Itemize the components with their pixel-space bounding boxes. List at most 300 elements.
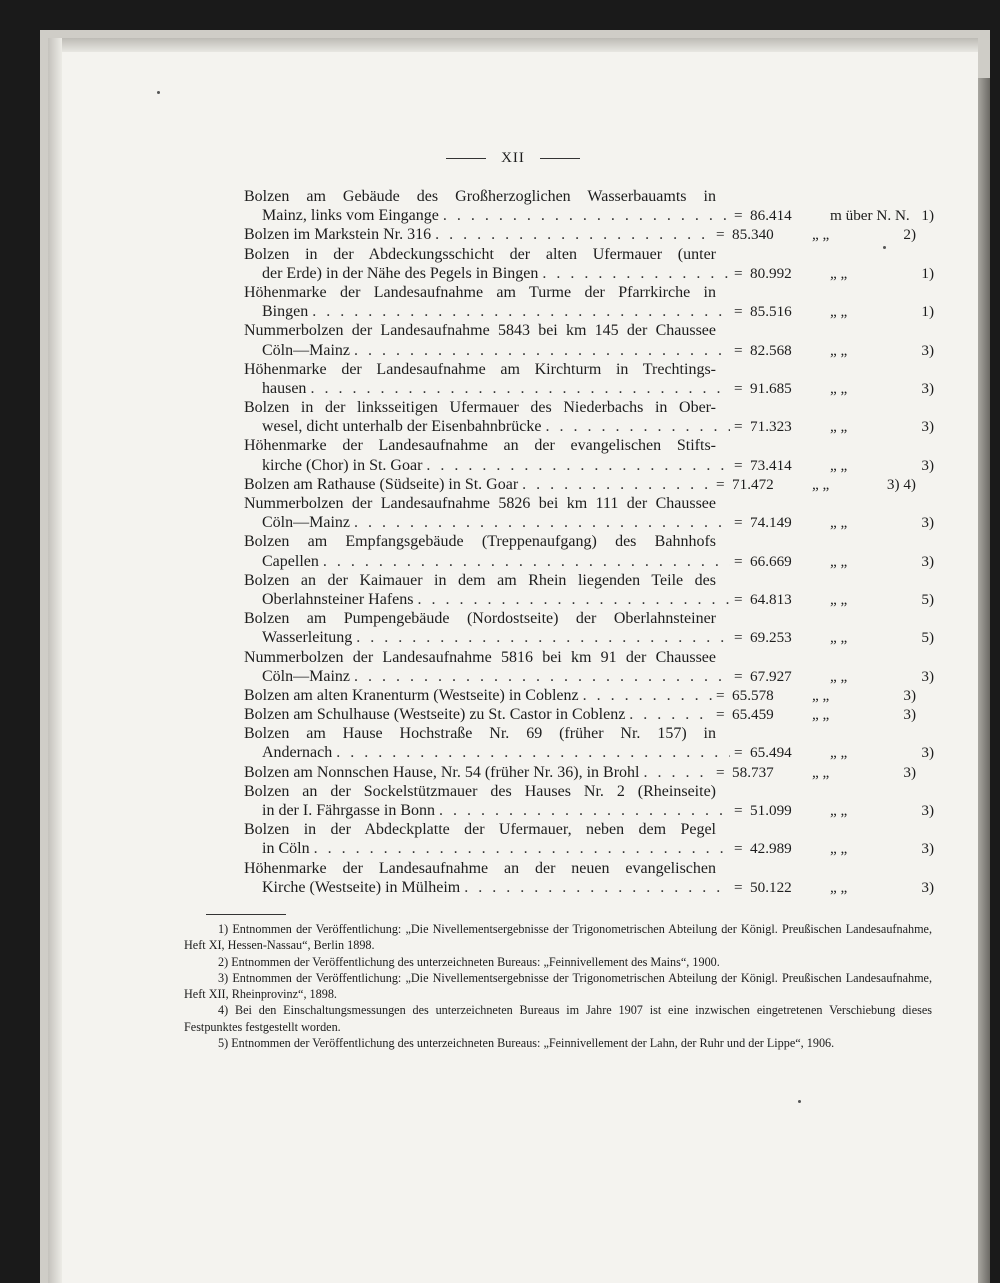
header-rule-right [540,158,580,159]
entry-text-column [244,764,716,782]
elevation-suffix [830,744,934,762]
entry-text-column [244,860,716,878]
leader-dots [418,591,731,609]
entry-line [244,399,916,418]
entry-line [244,667,934,687]
elevation-suffix [830,840,934,858]
elevation-value [734,514,934,532]
elevation-suffix [830,514,934,532]
leader-dots [323,553,730,571]
entry-description: Nummerbolzen der Landesaufnahme 5816 bei km 91 der Chaussee [244,648,716,666]
equals-sign: = [734,840,743,858]
entry-text-column [244,533,716,551]
equals-sign: = [716,686,725,704]
entry-description: Mainz, links vom Eingange [262,207,439,225]
leader-dots [545,418,730,436]
entry-description: Bolzen am Empfangsgebäude (Treppenaufgang) des Bahnhofs [244,533,716,551]
entry-text-column [244,246,716,264]
elevation-number: 74.149 [750,514,792,532]
source-note-ref: 1) [921,207,934,225]
entry-line [244,860,916,879]
elevation-value [734,303,934,321]
entry-line [244,533,916,552]
elevation-suffix [830,457,934,475]
elevation-number: 42.989 [750,840,792,858]
entry-text-column [244,514,734,532]
elevation-suffix [830,207,934,225]
entry-text-column [244,284,716,302]
elevation-suffix [812,764,916,782]
entry-line [244,783,916,802]
footnote-rule [206,914,286,915]
benchmark-entry [244,360,934,399]
unit-suffix: „ „ [830,667,848,685]
entry-description: Höhenmarke der Landesaufnahme an der evangelischen Stifts- [244,437,716,455]
benchmark-entry [244,437,934,475]
scan-speck [798,1100,801,1103]
elevation-suffix [830,553,934,571]
entry-description: Bingen [262,303,309,321]
entry-description: Bolzen am alten Kranenturm (Westseite) in Coblenz [244,686,579,704]
elevation-value [734,418,934,436]
entry-text-column [244,380,734,398]
unit-suffix: „ „ [830,303,848,321]
elevation-number: 65.459 [732,706,774,724]
source-note-ref: 3) [921,456,934,474]
entry-description: Cöln—Mainz [262,341,350,359]
entry-line [244,246,916,265]
leader-dots [336,744,730,762]
leader-dots [314,840,730,858]
elevation-suffix [830,265,934,283]
entry-line [244,764,916,783]
entry-description: Bolzen am Hause Hochstraße Nr. 69 (früher Nr. 157) in [244,725,716,743]
equals-sign: = [734,744,743,762]
unit-suffix: „ „ [830,379,848,397]
footnote [184,921,932,954]
entry-text-column [244,783,716,801]
source-note-ref: 3) [921,802,934,819]
footnote-text: Bei den Einschaltungsmessungen des unterzeichneten Bureaus im Jahre 1907 ist eine inzwischen eingetretenen Verschiebung dieses Festpunktes festgestellt worden. [184,1003,933,1034]
benchmark-entry [244,533,934,571]
entry-description: Bolzen am Rathause (Südseite) in St. Goar [244,475,519,493]
leader-dots [522,476,712,494]
elevation-suffix [830,591,934,609]
unit-suffix: „ „ [830,802,848,819]
elevation-value [716,687,916,705]
entry-line [244,437,916,456]
leader-dots [464,879,730,897]
footnote [184,954,932,970]
entry-line [244,495,916,514]
entry-line [244,821,916,840]
elevation-value [734,668,934,686]
equals-sign: = [716,706,725,724]
entry-line [244,840,934,859]
benchmark-entry [244,782,934,821]
elevation-number: 64.813 [750,590,792,608]
entry-line [244,572,916,591]
source-note-ref: 2) [903,226,916,244]
leader-dots [354,514,730,532]
benchmark-entry [244,610,934,648]
elevation-number: 82.568 [750,341,792,359]
entry-line [244,744,934,763]
elevation-number: 85.516 [750,303,792,321]
entry-line [244,725,916,744]
source-note-ref: 3) [921,379,934,397]
entry-description: Nummerbolzen der Landesaufnahme 5826 bei km 111 der Chaussee [244,495,716,512]
unit-suffix: „ „ [830,552,848,570]
elevation-suffix [830,380,934,398]
benchmark-entry [244,687,916,706]
elevation-value [734,553,934,571]
entry-description: Bolzen in der Abdeckungsschicht der alten Ufermauer (unter [244,245,716,263]
entry-description: hausen [262,379,307,397]
source-note-ref: 3) [921,341,934,359]
equals-sign: = [734,341,743,359]
footnote-mark: 2) [218,954,229,969]
equals-sign: = [734,514,743,532]
elevation-suffix [812,476,916,494]
page-right-edge [978,78,990,1283]
entry-text-column [244,668,734,686]
benchmark-entry [244,859,934,898]
source-note-ref: 1) [921,303,934,321]
leader-dots [439,802,730,820]
entry-line [244,303,934,322]
entry-text-column [244,476,716,494]
source-note-ref: 3) [921,552,934,570]
entry-line [244,629,934,648]
entry-line [244,322,916,341]
entry-text-column [244,725,716,743]
unit-suffix: „ „ [830,629,848,647]
entry-line [244,226,916,245]
entry-text-column [244,437,716,455]
benchmark-entry [244,283,934,322]
elevation-number: 85.340 [732,226,774,244]
elevation-value [734,265,934,283]
entry-text-column [244,744,734,762]
source-note-ref: 3) [903,763,916,781]
entry-text-column [244,687,716,705]
unit-suffix: „ „ [830,590,848,608]
source-note-ref: 3) [903,686,916,704]
source-note-ref: 3) [903,706,916,724]
source-note-ref: 5) [921,629,934,647]
entry-line [244,264,934,284]
leader-dots [356,629,730,647]
entry-text-column [244,322,716,340]
entry-description: Wasserleitung [262,629,353,647]
leader-dots [542,265,730,283]
unit-suffix: „ „ [830,744,848,762]
source-note-ref: 3) [921,840,934,858]
equals-sign: = [734,379,743,397]
elevation-value [734,342,934,360]
entry-description: Höhenmarke der Landesaufnahme am Turme der Pfarrkirche in [244,283,716,301]
unit-suffix: „ „ [830,878,848,896]
entry-line [244,207,934,226]
equals-sign: = [734,590,743,608]
elevation-number: 65.578 [732,686,774,704]
entry-text-column [244,591,734,609]
entry-text-column [244,207,734,225]
elevation-number: 71.323 [750,418,792,436]
footnote-text: Entnommen der Veröffentlichung des unterzeichneten Bureaus: „Feinnivellement des Mains“, 1900. [231,954,720,969]
elevation-suffix [812,687,916,705]
leader-dots [643,764,712,782]
unit-suffix: „ „ [812,706,830,724]
unit-suffix: „ „ [830,341,848,359]
unit-suffix: „ „ [812,475,830,493]
entry-text-column [244,399,716,417]
entry-description: kirche (Chor) in St. Goar [262,456,423,474]
entry-line [244,476,916,495]
entry-description: der Erde) in der Nähe des Pegels in Bingen [262,264,539,282]
equals-sign: = [716,475,725,493]
entry-line [244,341,934,361]
elevation-number: 73.414 [750,456,792,474]
elevation-number: 69.253 [750,629,792,647]
source-note-ref: 3) 4) [886,475,916,493]
entry-description: Kirche (Westseite) in Mülheim [262,878,461,896]
benchmark-entry [244,322,934,360]
benchmark-entry [244,476,916,495]
benchmark-entry [244,648,934,687]
entry-text-column [244,418,734,436]
entry-description: Nummerbolzen der Landesaufnahme 5843 bei km 145 der Chaussee [244,322,716,340]
entry-text-column [244,629,734,647]
entry-text-column [244,361,716,379]
elevation-number: 67.927 [750,667,792,685]
entry-description: Oberlahnsteiner Hafens [262,590,414,608]
source-note-ref: 3) [921,514,934,532]
source-note-ref: 3) [921,878,934,896]
entry-text-column [244,649,716,667]
leader-dots [354,342,730,360]
benchmark-entry [244,245,934,284]
equals-sign: = [734,552,743,570]
unit-suffix: „ „ [830,840,848,858]
equals-sign: = [716,763,725,781]
entry-text-column [244,495,716,513]
elevation-number: 58.737 [732,763,774,781]
elevation-number: 66.669 [750,552,792,570]
scan-speck [883,246,886,249]
source-note-ref: 5) [921,590,934,608]
scanned-page [48,38,978,1283]
equals-sign: = [734,878,743,896]
leader-dots [629,706,712,724]
unit-suffix: „ „ [812,686,830,704]
elevation-value [734,591,934,609]
footnote [184,1035,932,1051]
equals-sign: = [734,629,743,647]
entry-description: Bolzen am Nonnschen Hause, Nr. 54 (früher Nr. 36), in Brohl [244,763,640,781]
entry-line [244,361,916,380]
leader-dots [443,207,730,225]
page-number: XII [501,150,525,166]
unit-suffix: „ „ [830,456,848,474]
entry-description: Höhenmarke der Landesaufnahme am Kirchturm in Trechtings- [244,360,716,378]
benchmark-entry [244,821,934,859]
entry-text-column [244,840,734,858]
source-note-ref: 1) [921,264,934,282]
elevation-suffix [812,226,916,244]
elevation-value [734,840,934,858]
entry-text-column [244,342,734,360]
unit-suffix: „ „ [830,514,848,532]
elevation-number: 65.494 [750,744,792,762]
equals-sign: = [734,303,743,321]
scan-speck [157,91,160,94]
elevation-value [716,226,916,244]
unit-suffix: „ „ [830,418,848,436]
header-rule-left [446,158,486,159]
entry-description: Höhenmarke der Landesaufnahme an der neuen evangelischen [244,859,716,877]
benchmark-entry [244,764,916,783]
entry-description: Cöln—Mainz [262,514,350,532]
elevation-number: 86.414 [750,207,792,225]
source-note-ref: 3) [921,667,934,685]
leader-dots [426,457,730,475]
entry-description: Bolzen am Gebäude des Großherzoglichen Wasserbauamts in [244,188,716,205]
entry-text-column [244,706,716,724]
footnote [184,970,932,1003]
entry-line [244,514,934,533]
equals-sign: = [734,667,743,685]
entry-text-column [244,265,734,283]
footnotes [184,914,932,1051]
elevation-value [734,629,934,647]
elevation-value [734,744,934,762]
elevation-value [734,802,934,820]
footnote-text: Entnommen der Veröffentlichung des unterzeichneten Bureaus: „Feinnivellement der Lahn, der Ruhr und der Lippe“, 1906. [231,1036,835,1051]
entry-text-column [244,802,734,820]
footnote-mark: 3) [218,970,229,985]
elevation-number: 91.685 [750,379,792,397]
leader-dots [312,303,730,321]
equals-sign: = [734,802,743,819]
benchmark-entry [244,226,916,245]
entry-text-column [244,821,716,839]
entry-description: in Cöln [262,840,310,858]
entry-line [244,802,934,821]
entry-description: wesel, dicht unterhalb der Eisenbahnbrücke [262,418,542,436]
entry-description: Bolzen in der linksseitigen Ufermauer des Niederbachs in Ober- [244,399,716,417]
elevation-suffix [830,802,934,820]
entry-line [244,610,916,629]
entry-line [244,188,916,207]
equals-sign: = [734,207,743,225]
leader-dots [583,687,712,705]
equals-sign: = [734,456,743,474]
elevation-value [734,879,934,897]
elevation-value [734,380,934,398]
footnote-mark: 5) [218,1036,229,1051]
benchmark-entry [244,706,916,725]
entry-text-column [244,188,716,206]
entry-line [244,456,934,476]
entry-line [244,552,934,572]
elevation-number: 71.472 [732,475,774,493]
unit-suffix: „ „ [812,226,830,244]
entry-line [244,418,934,437]
entry-line [244,590,934,610]
benchmark-list [244,188,934,898]
footnote [184,1002,932,1035]
entry-description: Capellen [262,552,319,570]
page-header [48,150,978,167]
unit-suffix: „ „ [830,264,848,282]
elevation-suffix [830,668,934,686]
elevation-suffix [830,342,934,360]
entry-line [244,687,916,706]
entry-description: Bolzen im Markstein Nr. 316 [244,226,432,244]
elevation-suffix [812,706,916,724]
elevation-suffix [830,418,934,436]
entry-description: in der I. Fährgasse in Bonn [262,802,436,819]
entry-description: Bolzen an der Sockelstützmauer des Hauses Nr. 2 (Rheinseite) [244,782,716,800]
elevation-value [716,764,916,782]
entry-line [244,379,934,399]
elevation-number: 51.099 [750,802,792,819]
entry-description: Bolzen in der Abdeckplatte der Ufermauer, neben dem Pegel [244,821,716,839]
equals-sign: = [734,264,743,282]
elevation-number: 50.122 [750,878,792,896]
entry-line [244,284,916,303]
source-note-ref: 3) [921,418,934,436]
benchmark-entry [244,571,934,610]
page-left-edge [48,38,62,1283]
elevation-suffix [830,879,934,897]
entry-description: Bolzen an der Kaimauer in dem am Rhein liegenden Teile des [244,571,716,589]
entry-text-column [244,553,734,571]
entry-text-column [244,610,716,628]
elevation-suffix [830,303,934,321]
elevation-number: 80.992 [750,264,792,282]
elevation-value [716,476,916,494]
footnote-text: Entnommen der Veröffentlichung: „Die Nivellementsergebnisse der Trigonometrischen Abteilung der Königl. Preußischen Landesaufnahme, Heft XII, Rheinprovinz“, 1898. [184,970,933,1002]
benchmark-entry [244,188,934,226]
leader-dots [354,668,730,686]
entry-line [244,878,934,898]
equals-sign: = [716,226,725,244]
source-note-ref: 3) [921,744,934,762]
benchmark-entry [244,495,934,533]
leader-dots [435,226,712,244]
unit-suffix: „ „ [812,763,830,781]
entry-description: Bolzen am Pumpengebäude (Nordostseite) der Oberlahnsteiner [244,610,716,628]
entry-description: Andernach [262,744,333,762]
benchmark-entry [244,725,934,763]
entry-text-column [244,879,734,897]
unit-suffix: m über N. N. [830,207,910,225]
benchmark-entry [244,399,934,437]
elevation-value [734,457,934,475]
footnote-text: Entnommen der Veröffentlichung: „Die Nivellementsergebnisse der Trigonometrischen Abteilung der Königl. Preußischen Landesaufnahme, Heft XI, Hessen-Nassau“, Berlin 1898. [184,922,933,953]
footnote-mark: 1) [218,922,229,936]
leader-dots [310,380,730,398]
elevation-value [734,207,934,225]
entry-description: Cöln—Mainz [262,667,350,685]
entry-text-column [244,457,734,475]
elevation-value [716,706,916,724]
elevation-suffix [830,629,934,647]
entry-line [244,649,916,668]
